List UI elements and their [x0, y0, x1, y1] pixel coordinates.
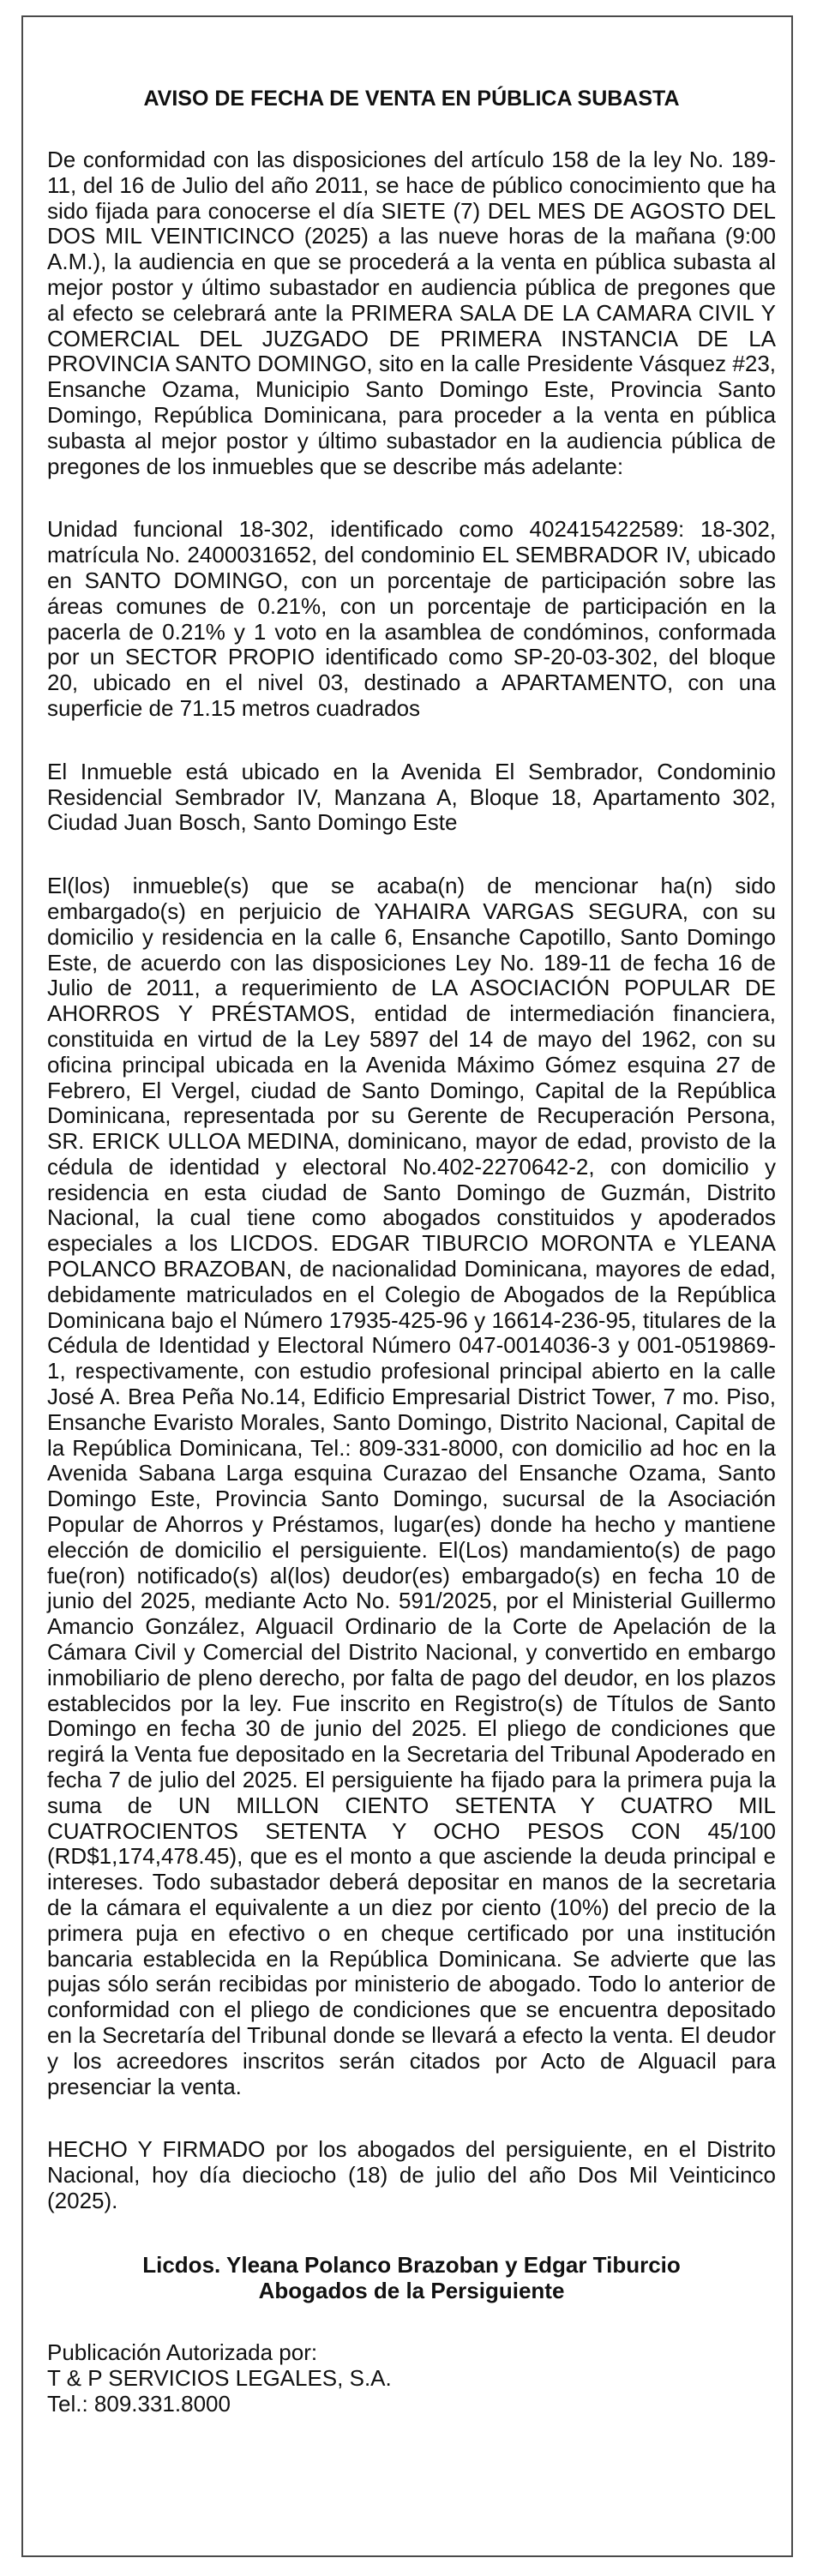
footer-phone: Tel.: 809.331.8000 — [47, 2390, 231, 2417]
signature-role: Abogados de la Persiguiente — [258, 2277, 565, 2303]
notice-paragraph-intro: De conformidad con las disposiciones del artículo 158 de la ley No. 189-11, del 16 de Julio del año 2011, se hace de público conocimiento que ha sido fijada para conocerse el día SIETE (7) DEL MES DE AGOSTO DEL DOS MIL VEINTICINCO (2025) a las nueve horas de la mañana (9:00 A.M.), la audiencia en que se procederá a la venta en pública subasta al mejor postor y último subastador en audiencia pública de pregones que al efecto se celebrará ante la PRIMERA SALA DE LA CAMARA CIVIL Y COMERCIAL DEL JUZGADO DE PRIMERA INSTANCIA DE LA PROVINCIA SANTO DOMINGO, sito en la calle Presidente Vásquez #23, Ensanche Ozama, Municipio Santo Domingo Este, Provincia Santo Domingo, República Dominicana, para proceder a la venta en pública subasta al mejor postor y último subastador en la audiencia pública de pregones de los inmuebles que se describe más adelante: — [47, 147, 776, 479]
notice-paragraph-unit: Unidad funcional 18-302, identificado como 402415422589: 18-302, matrícula No. 2400031652, del condominio EL SEMBRADOR IV, ubicado en SANTO DOMINGO, con un porcentaje de participación sobre las áreas comunes de 0.21%, con un porcentaje de participación en la pacerla de 0.21% y 1 voto en la asamblea de condóminos, conformada por un SECTOR PROPIO identificado como SP-20-03-302, del bloque 20, ubicado en el nivel 03, destinado a APARTAMENTO, con una superficie de 71.15 metros cuadrados — [47, 516, 776, 721]
footer-authorized-label: Publicación Autorizada por: — [47, 2339, 318, 2365]
notice-paragraph-signed: HECHO Y FIRMADO por los abogados del persiguiente, en el Distrito Nacional, hoy día dieciocho (18) de julio del año Dos Mil Veinticinco (2025). — [47, 2136, 776, 2213]
notice-paragraph-details: El(los) inmueble(s) que se acaba(n) de mencionar ha(n) sido embargado(s) en perjuicio de YAHAIRA VARGAS SEGURA, con su domicilio y residencia en la calle 6, Ensanche Capotillo, Santo Domingo Este, de acuerdo con las disposiciones Ley No. 189-11 de fecha 16 de Julio de 2011, a requerimiento de LA ASOCIACIÓN POPULAR DE AHORROS Y PRÉSTAMOS, entidad de intermediación financiera, constituida en virtud de la Ley 5897 del 14 de mayo del 1962, con su oficina principal ubicada en la Avenida Máximo Gómez esquina 27 de Febrero, El Vergel, ciudad de Santo Domingo, Capital de la República Dominicana, representada por su Gerente de Recuperación Persona, SR. ERICK ULLOA MEDINA, dominicano, mayor de edad, provisto de la cédula de identidad y electoral No.402-2270642-2, con domicilio y residencia en esta ciudad de Santo Domingo de Guzmán, Distrito Nacional, la cual tiene como abogados constituidos y apoderados especiales a los LICDOS. EDGAR TIBURCIO MORONTA e YLEANA POLANCO BRAZOBAN, de nacionalidad Dominicana, mayores de edad, debidamente matriculados en el Colegio de Abogados de la República Dominicana bajo el Número 17935-425-96 y 16614-236-95, titulares de la Cédula de Identidad y Electoral Número 047-0014036-3 y 001-0519869-1, respectivamente, con estudio profesional principal abierto en la calle José A. Brea Peña No.14, Edificio Empresarial District Tower, 7 mo. Piso, Ensanche Evaristo Morales, Santo Domingo, Distrito Nacional, Capital de la República Dominicana, Tel.: 809-331-8000, con domicilio ad hoc en la Avenida Sabana Larga esquina Curazao del Ensanche Ozama, Santo Domingo Este, Provincia Santo Domingo, sucursal de la Asociación Popular de Ahorros y Préstamos, lugar(es) donde ha hecho y mantiene elección de domicilio el persiguiente. El(Los) mandamiento(s) de pago fue(ron) notificado(s) al(los) deudor(es) embargado(s) en fecha 10 de junio del 2025, mediante Acto No. 591/2025, por el Ministerial Guillermo Amancio González, Alguacil Ordinario de la Corte de Apelación de la Cámara Civil y Comercial del Distrito Nacional, y convertido en embargo inmobiliario de pleno derecho, por falta de pago del deudor, en los plazos establecidos por la ley. Fue inscrito en Registro(s) de Títulos de Santo Domingo en fecha 30 de junio del 2025. El pliego de condiciones que regirá la Venta fue depositado en la Secretaria del Tribunal Apoderado en fecha 7 de julio del 2025. El persiguiente ha fijado para la primera puja la suma de UN MILLON CIENTO SETENTA Y CUATRO MIL CUATROCIENTOS SETENTA Y OCHO PESOS CON 45/100 (RD$1,174,478.45), que es el monto a que asciende la deuda principal e intereses. Todo subastador deberá depositar en manos de la secretaria de la cámara el equivalente a un diez por ciento (10%) del precio de la primera puja en efectivo o en cheque certificado por una institución bancaria establecida en la República Dominicana. Se advierte que las pujas sólo serán recibidas por ministerio de abogado. Todo lo anterior de conformidad con el pliego de condiciones que se encuentra depositado en la Secretaría del Tribunal donde se llevará a efecto la venta. El deudor y los acreedores inscritos serán citados por Acto de Alguacil para presenciar la venta. — [47, 873, 776, 2099]
legal-notice — [21, 15, 793, 2557]
publication-footer — [47, 2339, 776, 2417]
signature-names: Licdos. Yleana Polanco Brazoban y Edgar Tiburcio — [142, 2251, 681, 2278]
footer-company: T & P SERVICIOS LEGALES, S.A. — [47, 2364, 392, 2391]
notice-title: AVISO DE FECHA DE VENTA EN PÚBLICA SUBASTA — [143, 87, 680, 111]
notice-paragraph-location: El Inmueble está ubicado en la Avenida El Sembrador, Condominio Residencial Sembrador IV, Manzana A, Bloque 18, Apartamento 302, Ciudad Juan Bosch, Santo Domingo Este — [47, 758, 776, 836]
signature-block — [47, 2252, 776, 2303]
